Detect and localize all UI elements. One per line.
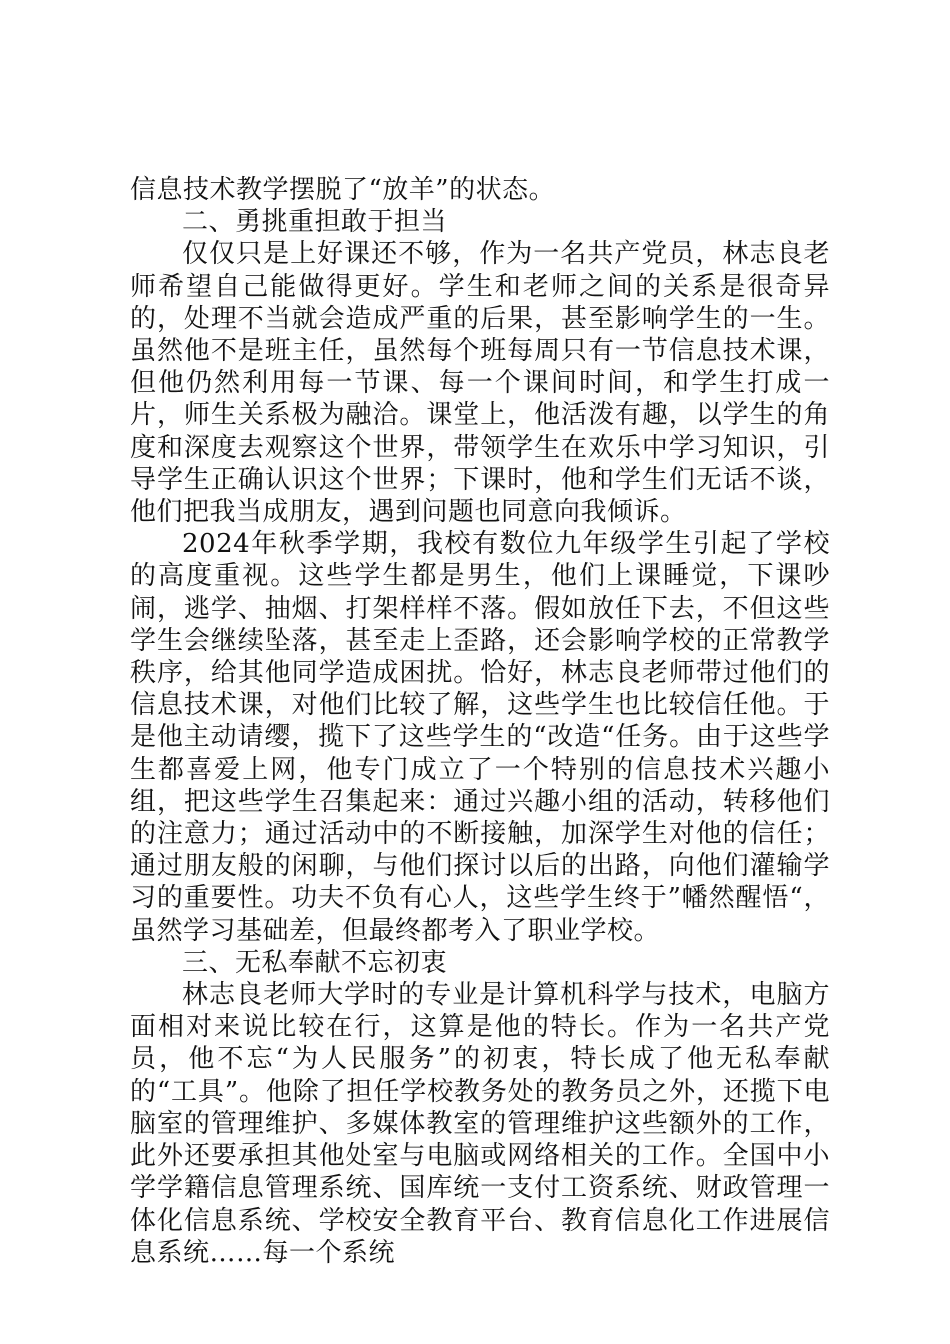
- section-2-paragraph-2: 2024年秋季学期，我校有数位九年级学生引起了学校的高度重视。这些学生都是男生，他们上课睡觉，下课吵闹，逃学、抽烟、打架样样不落。假如放任下去，不但这些学生会继续坠落，甚至走上歪路，还会影响学校的正常教学秩序，给其他同学造成困扰。恰好，林志良老师带过他们的信息技术课，对他们比较了解，这些学生也比较信任他。于是他主动请缨，揽下了这些学生的“改造“任务。由于这些学生都喜爱上网，他专门成立了一个特别的信息技术兴趣小组，把这些学生召集起来：通过兴趣小组的活动，转移他们的注意力；通过活动中的不断接触，加深学生对他的信任；通过朋友般的闲聊，与他们探讨以后的出路，向他们灌输学习的重要性。功夫不负有心人，这些学生终于”幡然醒悟“，虽然学习基础差，但最终都考入了职业学校。: [130, 529, 830, 946]
- section-2-paragraph-1: 仅仅只是上好课还不够，作为一名共产党员，林志良老师希望自己能做得更好。学生和老师之间的关系是很奇异的，处理不当就会造成严重的后果，甚至影响学生的一生。虽然他不是班主任，虽然每个班每周只有一节信息技术课，但他仍然利用每一节课、每一个课间时间，和学生打成一片，师生关系极为融洽。课堂上，他活泼有趣，以学生的角度和深度去观察这个世界，带领学生在欢乐中学习知识，引导学生正确认识这个世界；下课时，他和学生们无话不谈，他们把我当成朋友，遇到问题也同意向我倾诉。: [130, 239, 830, 528]
- section-3-paragraph-1: 林志良老师大学时的专业是计算机科学与技术，电脑方面相对来说比较在行，这算是他的特长。作为一名共产党员，他不忘“为人民服务”的初衷，特长成了他无私奉献的“工具”。他除了担任学校教务处的教务员之外，还揽下电脑室的管理维护、多媒体教室的管理维护这些额外的工作，此外还要承担其他处室与电脑或网络相关的工作。全国中小学学籍信息管理系统、国库统一支付工资系统、财政管理一体化信息系统、学校安全教育平台、教育信息化工作进展信息系统……每一个系统: [130, 980, 830, 1268]
- continued-paragraph: 信息技术教学摆脱了“放羊”的状态。: [130, 175, 556, 205]
- document-body: [130, 174, 830, 1269]
- section-heading-3: 三、无私奉献不忘初衷: [182, 947, 448, 978]
- section-heading-2: 二、勇挑重担敢于担当: [182, 207, 448, 238]
